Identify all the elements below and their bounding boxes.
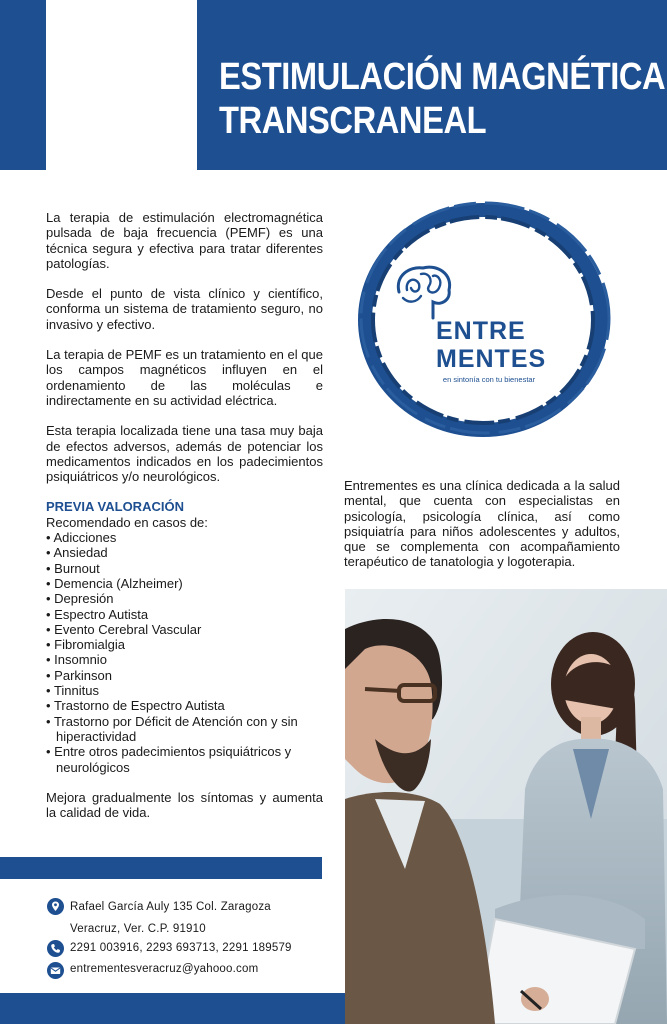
logo-text-mentes: MENTES: [436, 345, 547, 373]
clinic-description: Entrementes es una clínica dedicada a la salud mental, que cuenta con especialistas en psicología, psicología clínica, así como psiquiatría para niños adolescentes y adultos, que se complementa con acompañamiento terapéutico de tanatologia y logoterapia.: [344, 478, 620, 570]
condition-item: • Parkinson: [46, 668, 323, 683]
page-title: [219, 55, 666, 143]
closing-text: Mejora gradualmente los síntomas y aumenta la calidad de vida.: [46, 789, 323, 821]
intro-paragraph-1: La terapia de estimulación electromagnética pulsada de baja frecuencia (PEMF) es una técnica segura y efectiva para tratar diferentes patologías.: [46, 210, 323, 271]
condition-item: • Ansiedad: [46, 545, 323, 560]
email-icon: [47, 962, 64, 979]
condition-item: • Demencia (Alzheimer): [46, 576, 323, 591]
conditions-list: [46, 530, 323, 775]
page-title-line1: ESTIMULACIÓN MAGNÉTICA: [219, 56, 666, 98]
address-line-2: Veracruz, Ver. C.P. 91910: [70, 923, 206, 935]
intro-paragraph-4: Esta terapia localizada tiene una tasa muy baja de efectos adversos, además de potenciar los medicamentos indicados en los padecimientos psiquiátricos y/o neurológicos.: [46, 423, 323, 485]
condition-item: • Evento Cerebral Vascular: [46, 622, 323, 637]
page-title-line2: TRANSCRANEAL: [219, 100, 487, 142]
valoracion-title: PREVIA VALORACIÓN: [46, 499, 184, 515]
header-left-block: [0, 0, 46, 170]
condition-item: • Depresión: [46, 591, 323, 606]
logo-tagline: en sintonía con tu bienestar: [442, 375, 536, 384]
phone-numbers[interactable]: 2291 003916, 2293 693713, 2291 189579: [70, 942, 292, 954]
condition-item: • Tinnitus: [46, 683, 323, 698]
left-column: [46, 210, 323, 835]
intro-paragraph-3: La terapia de PEMF es un tratamiento en el que los campos magnéticos influyen en el ordenamiento de las moléculas e indirectamente en su actividad eléctrica.: [46, 347, 323, 408]
condition-item: • Fibromialgia: [46, 637, 323, 652]
condition-item: • Burnout: [46, 561, 323, 576]
condition-item: • Entre otros padecimientos psiquiátricos y neurológicos: [46, 744, 323, 775]
valoracion-subtitle: Recomendado en casos de:: [46, 514, 208, 530]
consultation-photo: [345, 589, 667, 1024]
condition-item: • Trastorno de Espectro Autista: [46, 698, 323, 713]
condition-item: • Trastorno por Déficit de Atención con y sin hiperactividad: [46, 714, 323, 745]
divider-bar: [0, 857, 322, 879]
location-pin-icon: [47, 898, 64, 915]
footer-bar: [0, 993, 345, 1024]
email-address[interactable]: entrementesveracruz@yahooo.com: [70, 963, 259, 975]
logo-text-entre: ENTRE: [436, 317, 526, 345]
condition-item: • Adicciones: [46, 530, 323, 545]
address-line-1: Rafael García Auly 135 Col. Zaragoza: [70, 901, 271, 913]
phone-icon: [47, 940, 64, 957]
brain-icon: [393, 262, 455, 320]
condition-item: • Insomnio: [46, 652, 323, 667]
intro-paragraph-2: Desde el punto de vista clínico y científico, conforma un sistema de tratamiento seguro, no invasivo y efectivo.: [46, 286, 323, 332]
condition-item: • Espectro Autista: [46, 607, 323, 622]
